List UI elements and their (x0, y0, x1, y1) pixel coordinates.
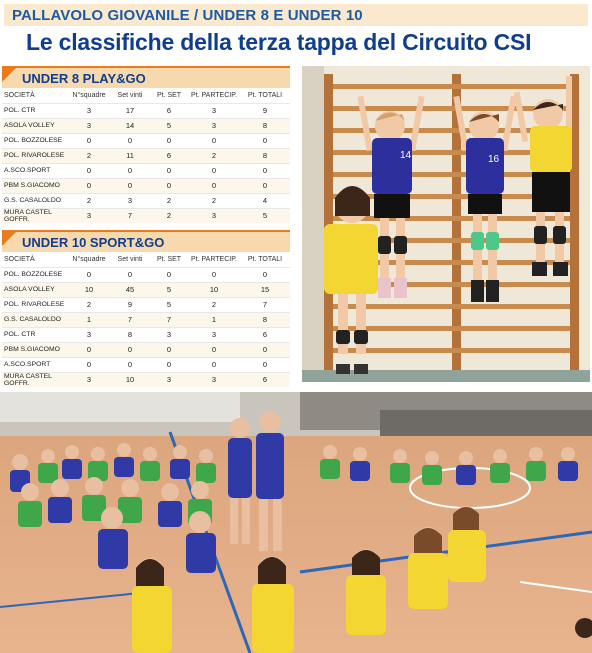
team-name-cell: POL. CTR (2, 103, 68, 118)
under8-column-header: Set vinti (117, 91, 143, 99)
stat-cell: 0 (150, 133, 188, 148)
kicker-text: PALLAVOLO GIOVANILE / UNDER 8 E UNDER 10 (12, 6, 363, 24)
stat-cell: 11 (110, 148, 150, 163)
gym-hall-children-photo (0, 392, 592, 653)
table-row (2, 372, 290, 387)
stat-cell: 0 (68, 163, 110, 178)
stat-cell: 17 (110, 103, 150, 118)
under8-standings (2, 66, 290, 223)
stat-cell: 0 (150, 342, 188, 357)
stat-cell: 3 (68, 118, 110, 133)
stat-cell: 6 (150, 148, 188, 163)
under8-header (2, 66, 290, 88)
stat-cell: 8 (240, 118, 290, 133)
stat-cell: 2 (68, 297, 110, 312)
table-row (2, 178, 290, 193)
stat-cell: 0 (110, 267, 150, 282)
stat-cell: 3 (150, 372, 188, 387)
stat-cell: 0 (240, 163, 290, 178)
stat-cell: 0 (188, 342, 240, 357)
stat-cell: 3 (68, 372, 110, 387)
stat-cell: 0 (150, 357, 188, 372)
stat-cell: 0 (110, 163, 150, 178)
team-name-cell: G.S. CASALOLDO (2, 312, 68, 327)
stat-cell: 10 (110, 372, 150, 387)
stat-cell: 0 (110, 178, 150, 193)
stat-cell: 0 (68, 267, 110, 282)
stat-cell: 3 (68, 208, 110, 223)
stat-cell: 45 (110, 282, 150, 297)
under8-column-header: Pt. TOTALI (247, 91, 283, 99)
stat-cell: 3 (188, 208, 240, 223)
stat-cell: 0 (150, 163, 188, 178)
stat-cell: 0 (68, 342, 110, 357)
stat-cell: 8 (240, 312, 290, 327)
stat-cell: 1 (68, 312, 110, 327)
team-name-cell: A.SCO.SPORT (2, 357, 68, 372)
stat-cell: 4 (240, 193, 290, 208)
table-row (2, 133, 290, 148)
section-kicker (4, 4, 588, 26)
stat-cell: 7 (110, 312, 150, 327)
stat-cell: 0 (188, 163, 240, 178)
under8-column-header: SOCIETÀ (4, 91, 35, 99)
under10-column-header: Pt. TOTALI (247, 255, 283, 263)
stat-cell: 5 (240, 208, 290, 223)
stat-cell: 0 (240, 133, 290, 148)
stat-cell: 6 (240, 372, 290, 387)
stat-cell: 5 (150, 297, 188, 312)
stat-cell: 2 (188, 148, 240, 163)
stat-cell: 2 (150, 208, 188, 223)
stat-cell: 3 (110, 193, 150, 208)
team-name-cell: A.SCO.SPORT (2, 163, 68, 178)
stat-cell: 0 (188, 133, 240, 148)
table-row (2, 357, 290, 372)
stat-cell: 10 (188, 282, 240, 297)
stat-cell: 0 (240, 267, 290, 282)
stat-cell: 3 (188, 372, 240, 387)
under10-table (2, 252, 290, 387)
team-name-cell: POL. CTR (2, 327, 68, 342)
jersey-number-16: 16 (488, 154, 500, 165)
stat-cell: 3 (150, 327, 188, 342)
under8-title: UNDER 8 PLAY&GO (22, 70, 146, 86)
stat-cell: 15 (240, 282, 290, 297)
under8-column-header: N°squadre (72, 91, 106, 99)
jersey-number-14: 14 (400, 150, 412, 161)
team-name-cell: MURA CASTEL GOFFR. (2, 208, 68, 223)
stat-cell: 0 (240, 178, 290, 193)
stat-cell: 14 (110, 118, 150, 133)
under10-column-header: Pt. PARTECIP. (191, 255, 237, 263)
stat-cell: 2 (188, 297, 240, 312)
stat-cell: 2 (68, 148, 110, 163)
stat-cell: 0 (240, 342, 290, 357)
stat-cell: 1 (188, 312, 240, 327)
table-row (2, 103, 290, 118)
under10-column-header: N°squadre (72, 255, 106, 263)
team-name-cell: ASOLA VOLLEY (2, 282, 68, 297)
under10-column-header: Set vinti (117, 255, 143, 263)
stat-cell: 0 (188, 357, 240, 372)
team-name-cell: POL. RIVAROLESE (2, 148, 68, 163)
stat-cell: 0 (188, 178, 240, 193)
table-row (2, 282, 290, 297)
article-headline: Le classifiche della terza tappa del Circuito CSI (26, 29, 532, 55)
girls-on-wall-bars-photo (302, 66, 590, 382)
stat-cell: 7 (150, 312, 188, 327)
stat-cell: 0 (150, 267, 188, 282)
stat-cell: 10 (68, 282, 110, 297)
under10-title: UNDER 10 SPORT&GO (22, 234, 165, 250)
stat-cell: 6 (240, 327, 290, 342)
table-row (2, 267, 290, 282)
stat-cell: 2 (188, 193, 240, 208)
stat-cell: 0 (188, 267, 240, 282)
stat-cell: 3 (188, 118, 240, 133)
under10-column-header: SOCIETÀ (4, 255, 35, 263)
team-name-cell: ASOLA VOLLEY (2, 118, 68, 133)
table-row (2, 208, 290, 223)
stat-cell: 6 (150, 103, 188, 118)
table-row (2, 297, 290, 312)
team-name-cell: G.S. CASALOLDO (2, 193, 68, 208)
stat-cell: 3 (68, 327, 110, 342)
stat-cell: 8 (240, 148, 290, 163)
table-row (2, 312, 290, 327)
team-name-cell: POL. BOZZOLESE (2, 133, 68, 148)
table-row (2, 163, 290, 178)
stat-cell: 0 (68, 178, 110, 193)
stat-cell: 7 (110, 208, 150, 223)
under8-column-header: Pt. SET (156, 91, 182, 99)
stat-cell: 0 (110, 133, 150, 148)
stat-cell: 8 (110, 327, 150, 342)
table-row (2, 327, 290, 342)
stat-cell: 0 (150, 178, 188, 193)
team-name-cell: POL. BOZZOLESE (2, 267, 68, 282)
team-name-cell: MURA CASTEL GOFFR. (2, 372, 68, 387)
stat-cell: 0 (68, 357, 110, 372)
team-name-cell: POL. RIVAROLESE (2, 297, 68, 312)
table-row (2, 342, 290, 357)
under8-table (2, 88, 290, 223)
stat-cell: 0 (110, 342, 150, 357)
stat-cell: 0 (110, 357, 150, 372)
under8-column-header: Pt. PARTECIP. (191, 91, 237, 99)
stat-cell: 2 (150, 193, 188, 208)
team-name-cell: PBM S.GIACOMO (2, 178, 68, 193)
stat-cell: 7 (240, 297, 290, 312)
stat-cell: 9 (240, 103, 290, 118)
stat-cell: 2 (68, 193, 110, 208)
stat-cell: 0 (240, 357, 290, 372)
stat-cell: 3 (188, 103, 240, 118)
under10-column-header: Pt. SET (156, 255, 182, 263)
table-row (2, 148, 290, 163)
team-name-cell: PBM S.GIACOMO (2, 342, 68, 357)
table-row (2, 118, 290, 133)
stat-cell: 5 (150, 118, 188, 133)
under10-standings (2, 230, 290, 387)
table-row (2, 193, 290, 208)
stat-cell: 5 (150, 282, 188, 297)
stat-cell: 3 (68, 103, 110, 118)
stat-cell: 3 (188, 327, 240, 342)
stat-cell: 9 (110, 297, 150, 312)
stat-cell: 0 (68, 133, 110, 148)
under10-header (2, 230, 290, 252)
